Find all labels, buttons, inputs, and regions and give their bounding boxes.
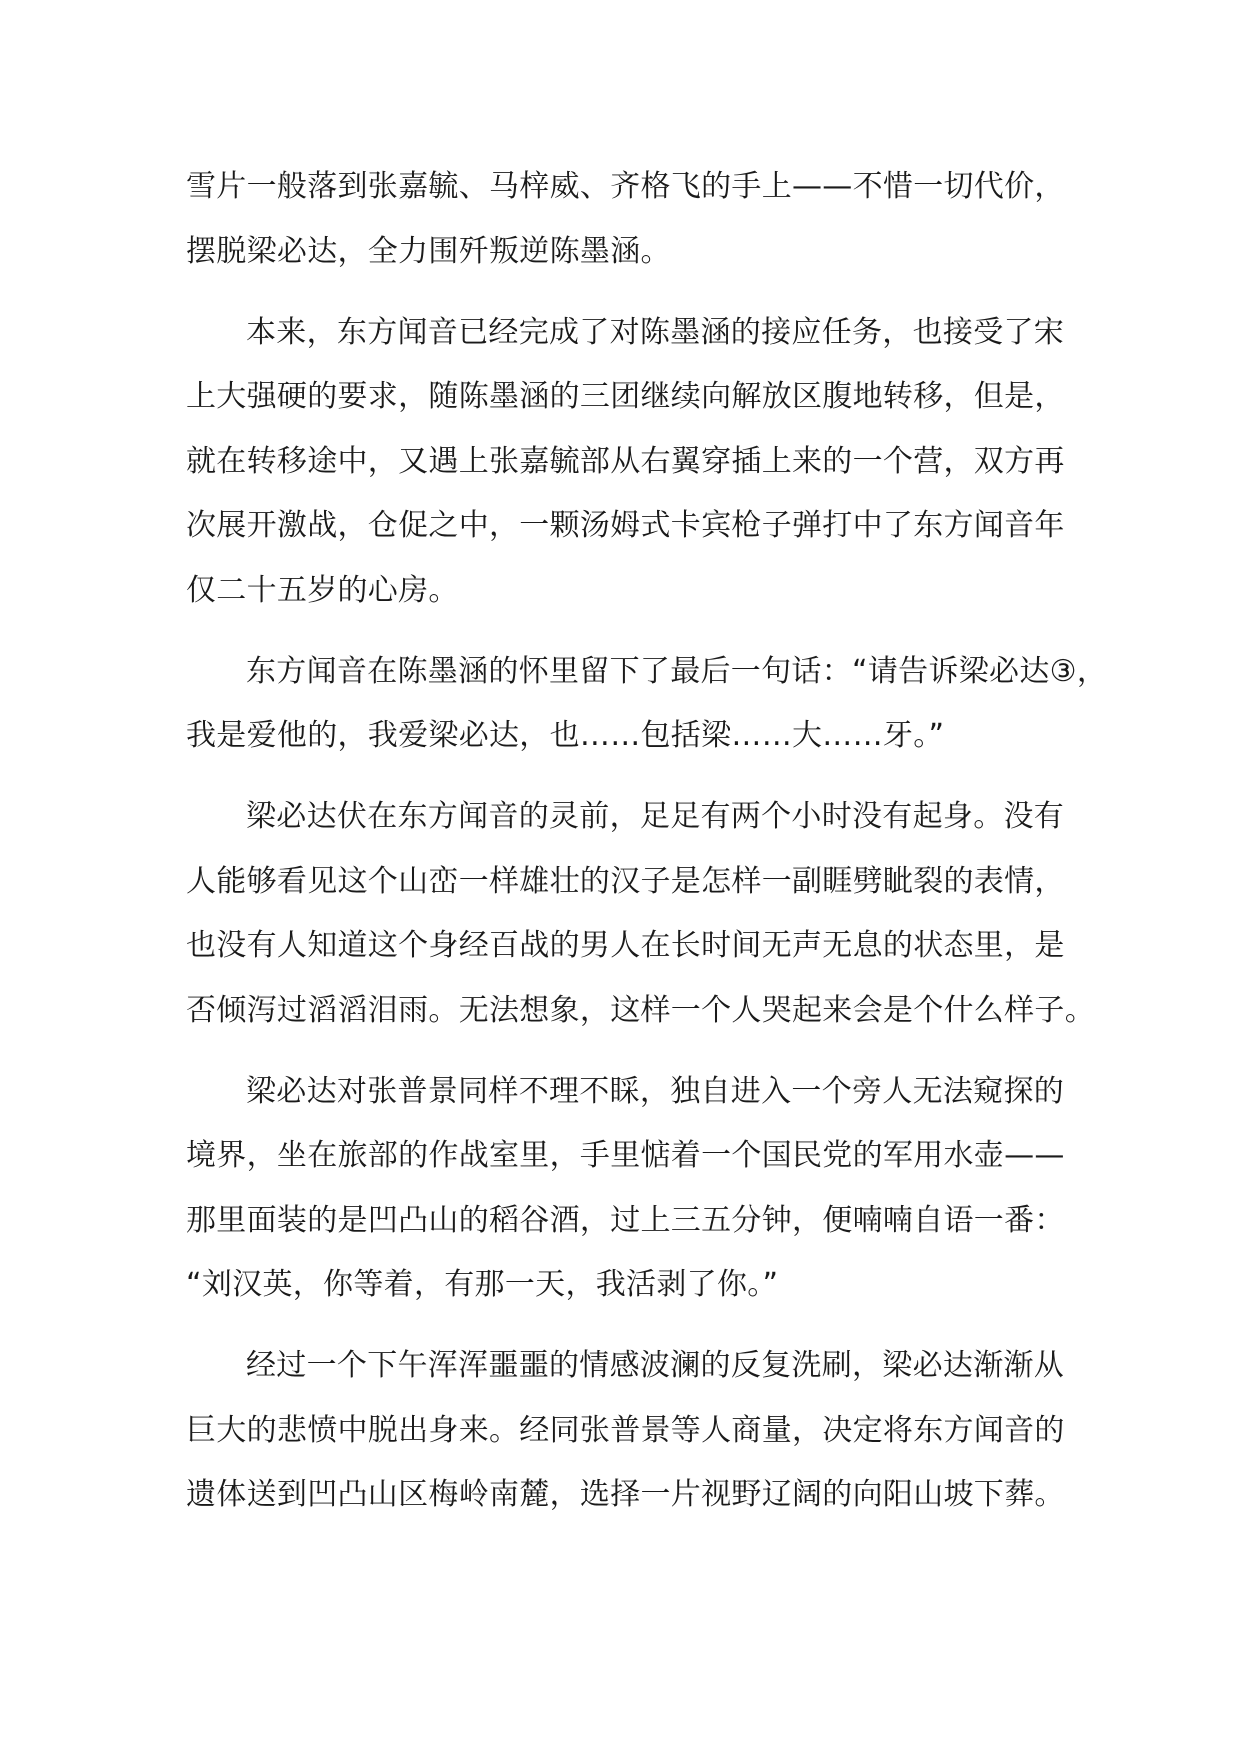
text-line: 否倾泻过滔滔泪雨。无法想象，这样一个人哭起来会是个什么样子。 xyxy=(186,992,1095,1028)
text-line: 经过一个下午浑浑噩噩的情感波澜的反复洗刷，梁必达渐渐从 xyxy=(246,1348,1065,1383)
text-line: “刘汉英，你等着，有那一天，我活剥了你。” xyxy=(186,1267,779,1302)
text-line: 我是爱他的，我爱梁必达，也……包括梁……大……牙。” xyxy=(186,718,945,753)
text-line: 遗体送到凹凸山区梅岭南麓，选择一片视野辽阔的向阳山坡下葬。 xyxy=(186,1477,1065,1512)
text-line: 雪片一般落到张嘉毓、马梓威、齐格飞的手上——不惜一切代价， xyxy=(186,169,1065,204)
text-line: 仅二十五岁的心房。 xyxy=(186,572,459,608)
text-line: 上大强硬的要求，随陈墨涵的三团继续向解放区腹地转移，但是， xyxy=(186,379,1065,414)
paragraph xyxy=(186,301,1066,624)
text-line: 摆脱梁必达，全力围歼叛逆陈墨涵。 xyxy=(186,233,671,269)
paragraph xyxy=(186,1334,1066,1528)
text-line: 就在转移途中，又遇上张嘉毓部从右翼穿插上来的一个营，双方再 xyxy=(186,443,1065,479)
text-line: 也没有人知道这个身经百战的男人在长时间无声无息的状态里，是 xyxy=(186,928,1065,963)
text-line: 梁必达伏在东方闻音的灵前，足足有两个小时没有起身。没有 xyxy=(246,799,1065,834)
text-line: 次展开激战，仓促之中，一颗汤姆式卡宾枪子弹打中了东方闻音年 xyxy=(186,508,1065,543)
paragraph xyxy=(186,155,1066,284)
text-line: 人能够看见这个山峦一样雄壮的汉子是怎样一副睚劈眦裂的表情， xyxy=(186,863,1065,899)
paragraph xyxy=(186,785,1095,1043)
paragraph xyxy=(186,1060,1066,1318)
text-line: 东方闻音在陈墨涵的怀里留下了最后一句话：“请告诉梁必达③， xyxy=(246,653,1108,689)
text-line: 那里面装的是凹凸山的稻谷酒，过上三五分钟，便喃喃自语一番： xyxy=(186,1202,1065,1238)
text-line: 梁必达对张普景同样不理不睬，独自进入一个旁人无法窥探的 xyxy=(246,1073,1065,1109)
text-line: 巨大的悲愤中脱出身来。经同张普景等人商量，决定将东方闻音的 xyxy=(186,1412,1065,1448)
text-line: 境界，坐在旅部的作战室里，手里惦着一个国民党的军用水壶—— xyxy=(186,1138,1065,1173)
paragraph xyxy=(186,640,1108,769)
text-line: 本来，东方闻音已经完成了对陈墨涵的接应任务，也接受了宋 xyxy=(246,314,1065,350)
document-body xyxy=(186,155,1108,1544)
